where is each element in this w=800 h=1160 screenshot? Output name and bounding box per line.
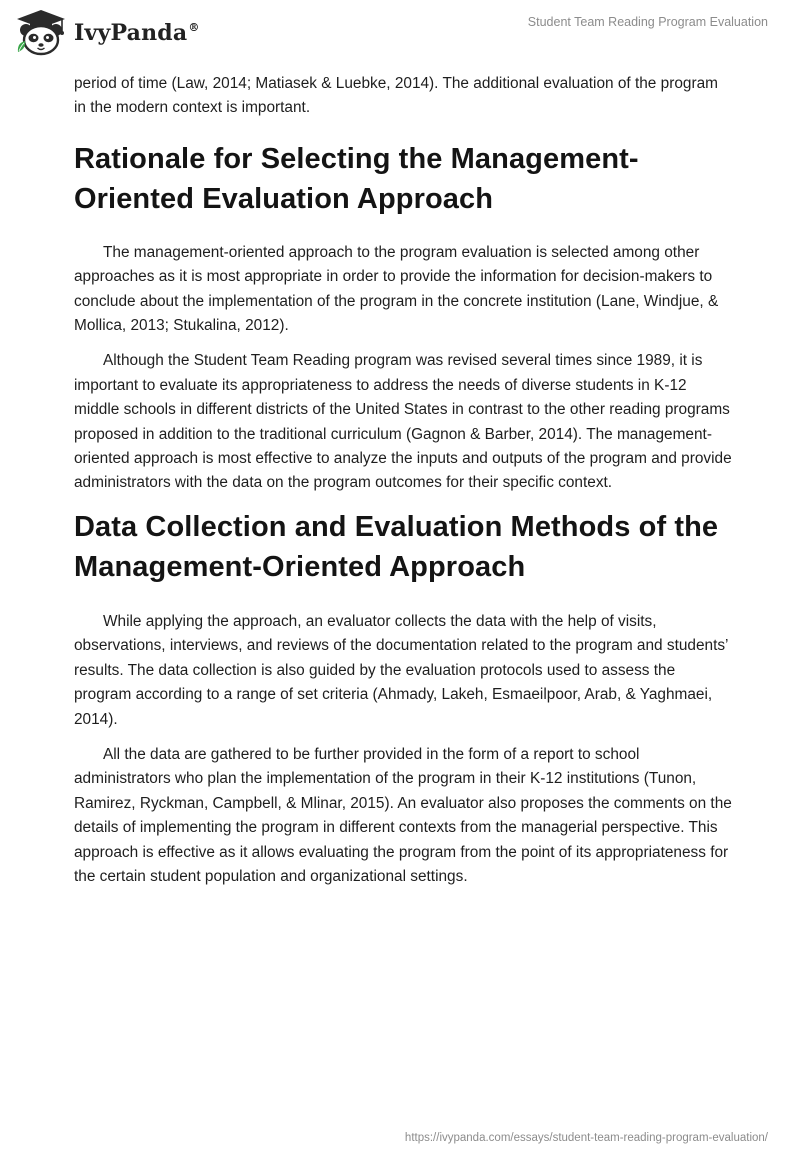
- intro-paragraph: period of time (Law, 2014; Matiasek & Luebke, 2014). The additional evaluation of the program in the modern context is important.: [74, 75, 718, 117]
- source-url[interactable]: https://ivypanda.com/essays/student-team-reading-program-evaluation/: [404, 1132, 768, 1144]
- registered-mark: ®: [188, 21, 200, 34]
- body-paragraph: The management-oriented approach to the program evaluation is selected among other approaches as it is most appropriate in order to provide the information for decision-makers to conclude about the implementation of the program in the concrete institution (Lane, Windjue, & Mollica, 2013; Stukalina, 2012).: [74, 243, 719, 335]
- body-paragraph: All the data are gathered to be further provided in the form of a report to school administrators who plan the implementation of the program in their K-12 institutions (Tunon, Ramirez, Ryckman, Campbell, & Mlinar, 2015). An evaluator also proposes the comments on the details of implementing the program in different contexts from the managerial perspective. This approach is effective as it allows evaluating the program from the point of its appropriateness for the certain student population and organizational settings.: [74, 745, 732, 885]
- essay-content: [74, 72, 734, 900]
- ivypanda-logo[interactable]: [14, 8, 200, 56]
- body-paragraph: While applying the approach, an evaluator collects the data with the help of visits, observations, interviews, and reviews of the documentation related to the program and students’ results. The data collection is also guided by the evaluation protocols used to assess the program according to a range of set criteria (Ahmady, Lakeh, Esmaeilpoor, Arab, & Yaghmaei, 2014).: [74, 612, 728, 728]
- section-heading-rationale: Rationale for Selecting the Management-Oriented Evaluation Approach: [74, 142, 639, 215]
- brand-name: IvyPanda®: [74, 20, 200, 46]
- panda-graduate-icon: [14, 8, 68, 56]
- page-header: [0, 0, 800, 70]
- document-title: Student Team Reading Program Evaluation: [527, 15, 768, 29]
- section-heading-data-collection: Data Collection and Evaluation Methods of the Management-Oriented Approach: [74, 510, 719, 583]
- body-paragraph: Although the Student Team Reading program was revised several times since 1989, it is important to evaluate its appropriateness to address the needs of diverse students in K-12 middle schools in different districts of the United States in contrast to the other reading programs proposed in addition to the traditional curriculum (Gagnon & Barber, 2014). The management-oriented approach is most effective to analyze the inputs and outputs of the program and provide administrators with the data on the program outcomes for their specific context.: [74, 352, 732, 492]
